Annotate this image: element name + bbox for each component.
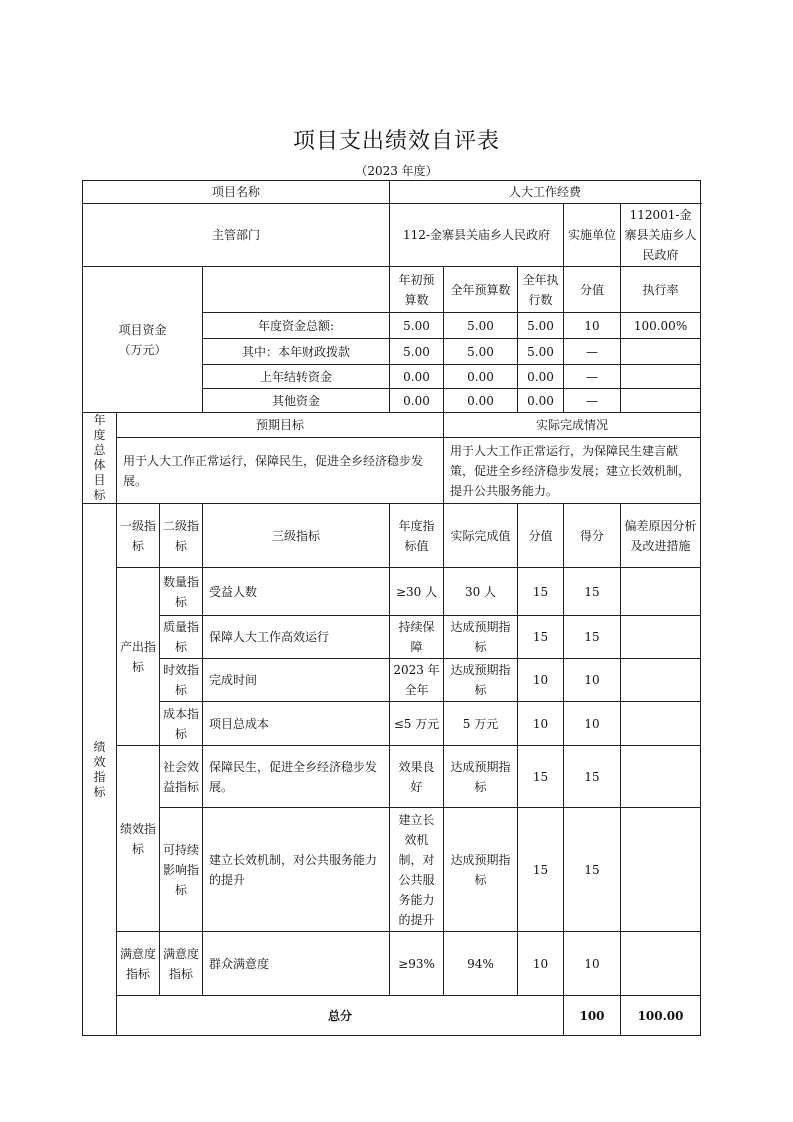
funds-label-cell xyxy=(83,267,203,413)
perf-header-score: 得分 xyxy=(564,504,621,568)
perf-label xyxy=(83,504,117,1036)
funds-row-rate xyxy=(621,365,701,389)
funds-row-executed: 5.00 xyxy=(518,339,564,365)
perf-row-l2: 社会效益指标 xyxy=(160,746,203,808)
funds-row-annual: 5.00 xyxy=(444,339,518,365)
perf-row xyxy=(83,568,701,616)
perf-row xyxy=(83,616,701,659)
perf-row-score: 15 xyxy=(564,808,621,932)
funds-header-annual: 全年预算数 xyxy=(444,267,518,313)
funds-label: 项目资金 xyxy=(118,322,167,337)
project-name-label: 项目名称 xyxy=(83,181,390,204)
perf-row-score-value: 10 xyxy=(518,932,564,996)
perf-row-actual: 94% xyxy=(444,932,518,996)
perf-row-score-value: 15 xyxy=(518,746,564,808)
perf-row-target: 持续保障 xyxy=(390,616,444,659)
funds-row-name: 其中：本年财政拨款 xyxy=(203,339,390,365)
perf-row-score-value: 10 xyxy=(518,659,564,702)
funds-row-score-value: — xyxy=(564,339,621,365)
perf-row-score-value: 15 xyxy=(518,616,564,659)
perf-row-actual: 达成预期指标 xyxy=(444,746,518,808)
vertical-char: 效 xyxy=(93,754,106,769)
perf-row-l2: 成本指标 xyxy=(160,702,203,746)
perf-row-actual: 达成预期指标 xyxy=(444,659,518,702)
department-row xyxy=(83,204,701,267)
perf-header-l1: 一级指标 xyxy=(117,504,160,568)
perf-row-score: 10 xyxy=(564,932,621,996)
goal-actual-text: 用于人大工作正常运行，为保障民生建言献策，促进全乡经济稳步发展；建立长效机制，提升公共服务能力。 xyxy=(444,438,701,504)
perf-row xyxy=(83,932,701,996)
perf-row-l3: 保障民生，促进全乡经济稳步发展。 xyxy=(203,746,390,808)
funds-row-name: 其他资金 xyxy=(203,389,390,413)
perf-row-score: 15 xyxy=(564,568,621,616)
perf-row-target: 2023 年全年 xyxy=(390,659,444,702)
perf-row-l2: 数量指标 xyxy=(160,568,203,616)
funds-row-initial: 5.00 xyxy=(390,313,444,339)
vertical-char: 总 xyxy=(93,443,106,457)
page-subtitle: （2023 年度） xyxy=(355,164,438,178)
perf-row-reason xyxy=(621,746,701,808)
impl-label: 实施单位 xyxy=(564,204,621,267)
perf-row-l2: 满意度指标 xyxy=(160,932,203,996)
goal-actual-header: 实际完成情况 xyxy=(444,413,701,438)
perf-header-actual: 实际完成值 xyxy=(444,504,518,568)
perf-row xyxy=(83,746,701,808)
perf-row xyxy=(83,659,701,702)
perf-header-score-value: 分值 xyxy=(518,504,564,568)
funds-row-annual: 0.00 xyxy=(444,365,518,389)
funds-row-rate xyxy=(621,339,701,365)
funds-row-rate: 100.00% xyxy=(621,313,701,339)
funds-row-name: 年度资金总额: xyxy=(203,313,390,339)
perf-group-effect: 绩效指标 xyxy=(117,746,160,932)
funds-row-initial: 5.00 xyxy=(390,339,444,365)
perf-row-actual: 达成预期指标 xyxy=(444,616,518,659)
perf-header-reason: 偏差原因分析及改进措施 xyxy=(621,504,701,568)
perf-header-target: 年度指标值 xyxy=(390,504,444,568)
perf-row-target: ≤5 万元 xyxy=(390,702,444,746)
total-score: 100.00 xyxy=(621,996,701,1036)
perf-row-score: 15 xyxy=(564,616,621,659)
perf-header-l2: 二级指标 xyxy=(160,504,203,568)
vertical-char: 指 xyxy=(93,769,106,784)
perf-row-l3: 受益人数 xyxy=(203,568,390,616)
funds-row-annual: 5.00 xyxy=(444,313,518,339)
perf-row-l3: 建立长效机制，对公共服务能力的提升 xyxy=(203,808,390,932)
perf-row xyxy=(83,702,701,746)
self-evaluation-table xyxy=(82,180,701,1036)
perf-row-reason xyxy=(621,568,701,616)
vertical-char: 年 xyxy=(93,413,106,427)
perf-row-target: 效果良好 xyxy=(390,746,444,808)
perf-row-score-value: 10 xyxy=(518,702,564,746)
perf-row-actual: 30 人 xyxy=(444,568,518,616)
funds-row-initial: 0.00 xyxy=(390,365,444,389)
impl-value: 112001-金寨县关庙乡人民政府 xyxy=(621,204,701,267)
funds-row-score-value: — xyxy=(564,389,621,413)
funds-header-initial: 年初预算数 xyxy=(390,267,444,313)
funds-row-executed: 0.00 xyxy=(518,365,564,389)
funds-row-rate xyxy=(621,389,701,413)
funds-row-score-value: 10 xyxy=(564,313,621,339)
goal-expected-header: 预期目标 xyxy=(117,413,444,438)
perf-row-l3: 项目总成本 xyxy=(203,702,390,746)
funds-row-score-value: — xyxy=(564,365,621,389)
funds-header-score-value: 分值 xyxy=(564,267,621,313)
vertical-char: 目 xyxy=(93,473,106,487)
page-title: 项目支出绩效自评表 xyxy=(292,129,500,154)
goal-header-row xyxy=(83,413,701,438)
goal-expected-text: 用于人大工作正常运行，保障民生，促进全乡经济稳步发展。 xyxy=(117,438,444,504)
perf-row-l3: 完成时间 xyxy=(203,659,390,702)
perf-row-target: ≥93% xyxy=(390,932,444,996)
funds-unit: （万元） xyxy=(118,342,167,357)
perf-row-reason xyxy=(621,932,701,996)
goal-content-row xyxy=(83,438,701,504)
vertical-char: 体 xyxy=(93,458,106,472)
perf-row-l2: 质量指标 xyxy=(160,616,203,659)
perf-row-score: 15 xyxy=(564,746,621,808)
total-score-value: 100 xyxy=(564,996,621,1036)
perf-row-reason xyxy=(621,659,701,702)
vertical-char: 标 xyxy=(93,488,106,502)
perf-row-l2: 时效指标 xyxy=(160,659,203,702)
dept-value: 112-金寨县关庙乡人民政府 xyxy=(390,204,564,267)
funds-row-name: 上年结转资金 xyxy=(203,365,390,389)
perf-row-actual: 达成预期指标 xyxy=(444,808,518,932)
perf-row-score-value: 15 xyxy=(518,808,564,932)
perf-row-score: 10 xyxy=(564,702,621,746)
vertical-char: 标 xyxy=(93,784,106,799)
perf-group-satisfaction: 满意度指标 xyxy=(117,932,160,996)
total-row xyxy=(83,996,701,1036)
perf-row-reason xyxy=(621,616,701,659)
vertical-char: 度 xyxy=(93,428,106,442)
funds-row-executed: 0.00 xyxy=(518,389,564,413)
funds-row-annual: 0.00 xyxy=(444,389,518,413)
perf-row-l2: 可持续影响指标 xyxy=(160,808,203,932)
dept-label: 主管部门 xyxy=(83,204,390,267)
funds-header-executed: 全年执行数 xyxy=(518,267,564,313)
project-name-value: 人大工作经费 xyxy=(390,181,701,204)
perf-header-l3: 三级指标 xyxy=(203,504,390,568)
funds-header-rate: 执行率 xyxy=(621,267,701,313)
perf-group-output: 产出指标 xyxy=(117,568,160,746)
funds-header-row xyxy=(83,267,701,313)
perf-row-target: ≥30 人 xyxy=(390,568,444,616)
total-label: 总分 xyxy=(117,996,564,1036)
funds-row-initial: 0.00 xyxy=(390,389,444,413)
perf-header-row xyxy=(83,504,701,568)
vertical-char: 绩 xyxy=(93,739,106,754)
perf-row-target: 建立长效机制，对公共服务能力的提升 xyxy=(390,808,444,932)
perf-row-reason xyxy=(621,808,701,932)
project-name-row xyxy=(83,181,701,204)
goal-label xyxy=(83,413,117,504)
funds-header-blank xyxy=(203,267,390,313)
perf-row-l3: 群众满意度 xyxy=(203,932,390,996)
perf-row-actual: 5 万元 xyxy=(444,702,518,746)
perf-row xyxy=(83,808,701,932)
perf-row-reason xyxy=(621,702,701,746)
funds-row-executed: 5.00 xyxy=(518,313,564,339)
perf-row-l3: 保障人大工作高效运行 xyxy=(203,616,390,659)
perf-row-score: 10 xyxy=(564,659,621,702)
perf-row-score-value: 15 xyxy=(518,568,564,616)
